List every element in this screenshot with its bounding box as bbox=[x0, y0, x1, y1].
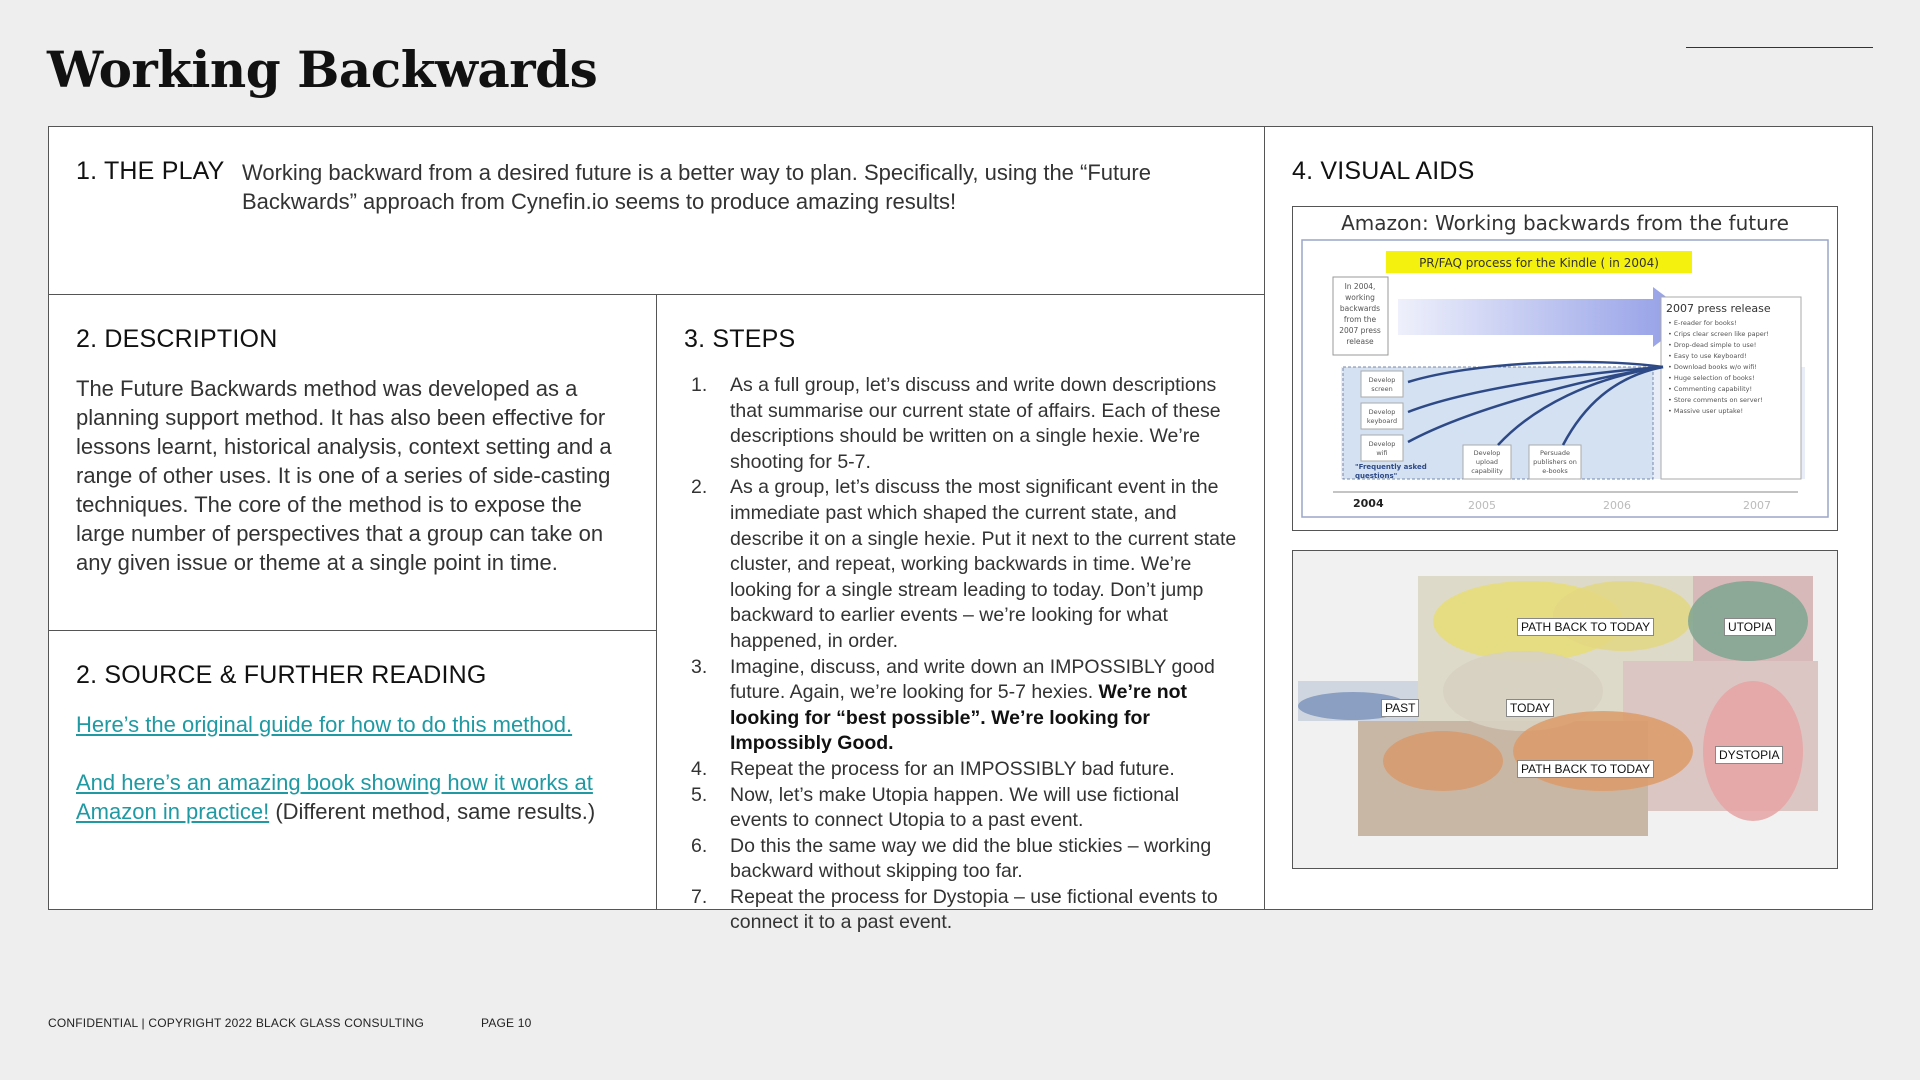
play-text: Working backward from a desired future is a better way to plan. Specifically, using the “Future Backwards” approach from Cynefin.io seems to produce amazing results! bbox=[242, 160, 1151, 214]
step-number: 4. bbox=[691, 757, 708, 780]
left-note-line: In 2004, bbox=[1344, 282, 1376, 291]
step-bold-text: We’re not looking for “best possible”. We’re looking for Impossibly Good. bbox=[730, 681, 1188, 755]
step-number: 1. bbox=[691, 374, 708, 396]
dev-note-text: Develop bbox=[1368, 376, 1396, 384]
banner-text: PR/FAQ process for the Kindle ( in 2004) bbox=[1419, 256, 1659, 270]
step-item bbox=[688, 783, 1238, 834]
photo-label-path-bottom: PATH BACK TO TODAY bbox=[1517, 760, 1654, 778]
step-text: As a full group, let’s discuss and write down descriptions that summarise our current state of affairs. Each of these descriptions should be written on a single hexie. We’re shooting for 5-7. bbox=[730, 374, 1221, 473]
footer-confidential: CONFIDENTIAL | COPYRIGHT 2022 BLACK GLASS CONSULTING bbox=[48, 1016, 425, 1030]
step-text: As a group, let’s discuss the most significant event in the immediate past which shaped the current state, and describe it on a single hexie. Put it next to the current state cluster, and repeat, working backwards in time. We’re looking for a single stream leading to today. Don’t jump backward to earlier events – we’re looking for what happened, in order. bbox=[730, 476, 1237, 652]
left-note-line: backwards bbox=[1339, 304, 1381, 313]
step-number: 5. bbox=[691, 783, 708, 806]
faq-label: "Frequently asked bbox=[1355, 463, 1427, 471]
dev-note-text: publishers on bbox=[1533, 458, 1577, 466]
step-item bbox=[688, 475, 1238, 654]
dev-note-text: e-books bbox=[1542, 467, 1568, 475]
photo-label-utopia: UTOPIA bbox=[1724, 618, 1776, 636]
step-number: 2. bbox=[691, 476, 708, 499]
amazon-diagram bbox=[1292, 206, 1838, 531]
year-label: 2004 bbox=[1353, 497, 1384, 510]
step-item bbox=[688, 655, 1238, 757]
workshop-photo-svg bbox=[1293, 551, 1837, 868]
year-label: 2007 bbox=[1743, 499, 1771, 512]
hexie-cluster-orange bbox=[1383, 731, 1503, 791]
step-text: Imagine, discuss, and write down an IMPOSSIBLY good future. Again, we’re looking for 5-7 hexies. bbox=[730, 655, 1215, 704]
photo-label-past: PAST bbox=[1381, 699, 1419, 717]
step-number: 7. bbox=[691, 885, 708, 908]
step-item bbox=[688, 885, 1238, 936]
left-note-line: 2007 press bbox=[1339, 326, 1381, 335]
hexie-cluster-orange bbox=[1513, 711, 1693, 791]
divider-source bbox=[48, 630, 657, 631]
photo-label-today: TODAY bbox=[1506, 699, 1554, 717]
step-text: Now, let’s make Utopia happen. We will use fictional events to connect Utopia to a past event. bbox=[730, 783, 1180, 832]
steps-heading: 3. STEPS bbox=[684, 325, 796, 353]
dev-note-text: keyboard bbox=[1366, 417, 1398, 425]
step-text: Repeat the process for an IMPOSSIBLY bad future. bbox=[730, 757, 1175, 780]
source-heading: 2. SOURCE & FURTHER READING bbox=[76, 661, 487, 689]
workshop-photo bbox=[1292, 550, 1838, 869]
step-item bbox=[688, 834, 1238, 885]
dev-note-text: Develop bbox=[1368, 440, 1396, 448]
dev-note-box bbox=[1361, 435, 1403, 461]
press-release-title: 2007 press release bbox=[1666, 302, 1771, 315]
dev-note-text: wifi bbox=[1376, 449, 1388, 457]
source-link-2-wrap bbox=[76, 768, 636, 826]
step-text: Do this the same way we did the blue stickies – working backward without skipping too far. bbox=[730, 834, 1212, 883]
dev-note-text: Persuade bbox=[1540, 449, 1570, 457]
press-item: • Download books w/o wifi! bbox=[1668, 363, 1757, 371]
dev-note-text: Develop bbox=[1368, 408, 1396, 416]
photo-label-dystopia: DYSTOPIA bbox=[1715, 746, 1783, 764]
page-title: Working Backwards bbox=[47, 40, 598, 99]
step-item bbox=[688, 373, 1238, 475]
left-note-line: working bbox=[1345, 293, 1375, 302]
dev-note-text: screen bbox=[1371, 385, 1393, 393]
source-note: (Different method, same results.) bbox=[269, 799, 596, 824]
step-number: 6. bbox=[691, 834, 708, 857]
year-label: 2006 bbox=[1603, 499, 1631, 512]
divider-middle bbox=[656, 294, 657, 910]
left-note-line: from the bbox=[1343, 315, 1377, 324]
dev-note-box bbox=[1361, 371, 1403, 397]
source-link-1-wrap bbox=[76, 710, 636, 739]
dev-note-text: capability bbox=[1471, 467, 1503, 475]
press-item: • Drop-dead simple to use! bbox=[1668, 341, 1757, 349]
left-note-line: release bbox=[1346, 337, 1374, 346]
amazon-book-link[interactable]: And here’s an amazing book showing how it works at Amazon in practice! bbox=[76, 770, 593, 824]
visual-aids-heading: 4. VISUAL AIDS bbox=[1292, 157, 1475, 185]
press-item: • Crips clear screen like paper! bbox=[1668, 330, 1769, 338]
press-item: • Store comments on server! bbox=[1668, 396, 1763, 404]
amazon-diagram-svg bbox=[1293, 207, 1837, 530]
divider-right bbox=[1264, 126, 1265, 910]
footer-page-number: PAGE 10 bbox=[481, 1016, 532, 1030]
press-item: • Commenting capability! bbox=[1668, 385, 1753, 393]
press-item: • Massive user uptake! bbox=[1668, 407, 1744, 415]
description-heading: 2. DESCRIPTION bbox=[76, 325, 278, 353]
press-item: • E-reader for books! bbox=[1668, 319, 1737, 327]
press-item: • Huge selection of books! bbox=[1668, 374, 1755, 382]
dev-note-text: Develop bbox=[1473, 449, 1501, 457]
header-rule bbox=[1686, 47, 1873, 48]
year-label: 2005 bbox=[1468, 499, 1496, 512]
description-text: The Future Backwards method was developed as a planning support method. It has also been effective for lessons learnt, historical analysis, context setting and a range of other uses. It is one of a series of side-casting techniques. The core of the method is to expose the large number of perspectives that a group can take on any given issue or theme at a single point in time. bbox=[76, 376, 612, 575]
press-item: • Easy to use Keyboard! bbox=[1668, 352, 1747, 360]
photo-label-path-top: PATH BACK TO TODAY bbox=[1517, 618, 1654, 636]
dev-note-text: upload bbox=[1475, 458, 1499, 466]
step-text: Repeat the process for Dystopia – use fictional events to connect it to a past event. bbox=[730, 885, 1218, 934]
step-item bbox=[688, 757, 1238, 783]
play-heading: 1. THE PLAY bbox=[76, 157, 225, 185]
amazon-diagram-title: Amazon: Working backwards from the future bbox=[1341, 211, 1789, 235]
step-number: 3. bbox=[691, 655, 708, 678]
faq-label: questions" bbox=[1355, 472, 1398, 480]
original-guide-link[interactable]: Here’s the original guide for how to do this method. bbox=[76, 712, 573, 737]
dev-note-box bbox=[1361, 403, 1403, 429]
steps-list bbox=[688, 373, 1238, 936]
hexie-cluster-yellow bbox=[1553, 581, 1693, 651]
